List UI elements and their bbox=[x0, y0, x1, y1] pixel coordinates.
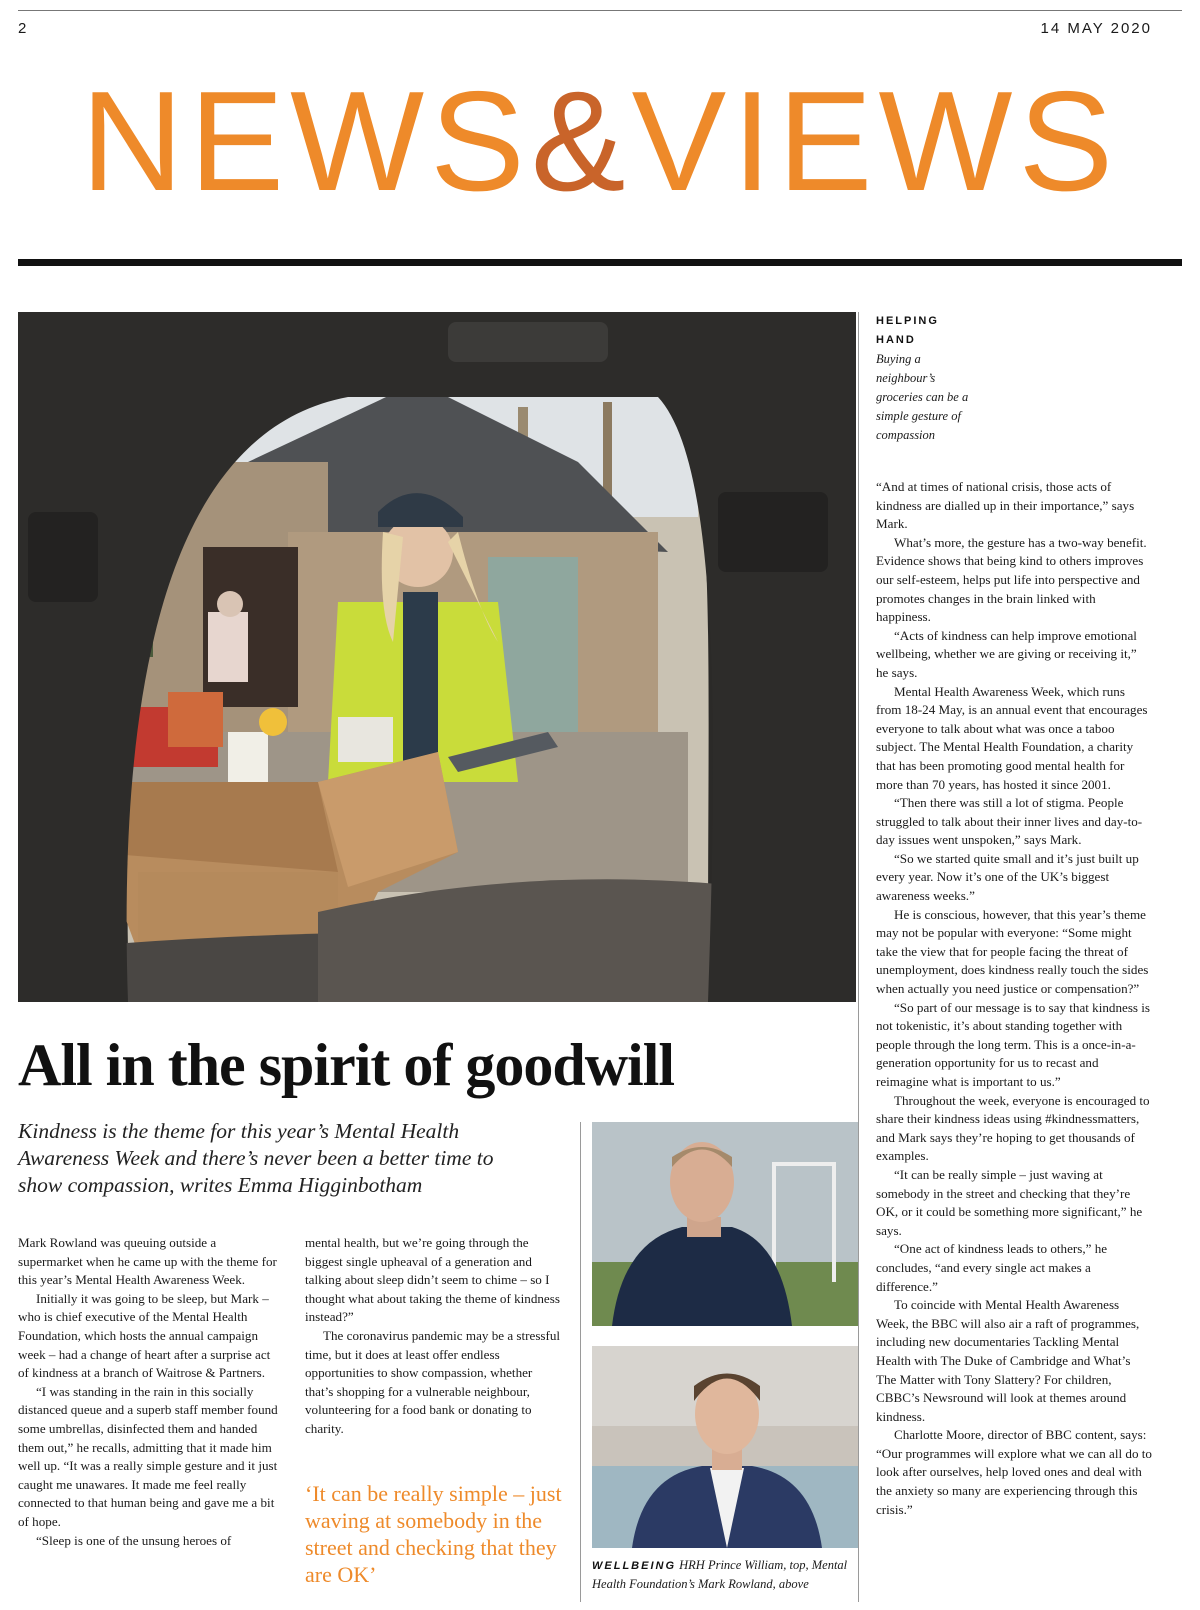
paragraph: “Then there was still a lot of stigma. People struggled to talk about their inner lives and day-to-day issues went unspoken,” says Mark. bbox=[876, 795, 1143, 848]
prince-william-photo bbox=[592, 1122, 858, 1326]
main-photo bbox=[18, 312, 856, 1002]
paragraph: Mark Rowland was queuing outside a supermarket when he came up with the theme for this year’s Mental Health Awareness Week. bbox=[18, 1235, 277, 1288]
paragraph: “Sleep is one of the unsung heroes of bbox=[36, 1532, 232, 1548]
body-column-2 bbox=[305, 1234, 561, 1439]
masthead-news: NEWS bbox=[80, 62, 531, 221]
paragraph: “And at times of national crisis, those acts of kindness are dialled up in their importance,” says Mark. bbox=[876, 479, 1135, 532]
caption-keyword: WELLBEING bbox=[592, 1560, 676, 1572]
mark-rowland-photo bbox=[592, 1346, 858, 1548]
issue-date: 14 MAY 2020 bbox=[1040, 20, 1152, 37]
paragraph: “So part of our message is to say that kindness is not tokenistic, it’s about standing together with people through the long term. This is a once-in-a-generation opportunity for us to recast and reimagine what is important to us.” bbox=[876, 999, 1151, 1089]
paragraph: “I was standing in the rain in this socially distanced queue and a superb staff member found some umbrellas, disinfected them and handed them out,” he recalls, admitting that it made him well up. “It was a really simple gesture and it just caught me unawares. It made me feel really connected to that human being and gave me a bit of hope. bbox=[18, 1383, 278, 1529]
top-rule bbox=[18, 10, 1182, 11]
paragraph: What’s more, the gesture has a two-way benefit. Evidence shows that being kind to others improves our self-esteem, helps put life into perspective and promotes changes in the brain linked with happiness. bbox=[876, 534, 1147, 625]
paragraph: “So we started quite small and it’s just built up every year. Now it’s one of the UK’s biggest awareness weeks.” bbox=[876, 850, 1139, 904]
body-column-3 bbox=[876, 478, 1152, 1519]
paragraph: “One act of kindness leads to others,” he concludes, “and every single act makes a difference.” bbox=[876, 1241, 1108, 1294]
caption-text: Buying a neighbour’s groceries can be a simple gesture of compassion bbox=[876, 352, 969, 442]
paragraph: “Acts of kindness can help improve emotional wellbeing, whether we are giving or receiving it,” he says. bbox=[876, 627, 1137, 680]
standfirst: Kindness is the theme for this year’s Mental Health Awareness Week and there’s never been a better time to show compassion, writes Emma Higginbotham bbox=[18, 1119, 494, 1197]
caption-text: HRH Prince William, top, Mental Health Foundation’s Mark Rowland, above bbox=[592, 1558, 848, 1591]
paragraph: “It can be really simple – just waving at somebody in the street and checking that they’re OK, or it could be something more significant,” he says. bbox=[876, 1166, 1143, 1238]
masthead bbox=[0, 62, 1200, 222]
paragraph: Charlotte Moore, director of BBC content, says: “Our programmes will explore what we can all do to look after ourselves, help loved ones and deal with the anxiety so many are experiencing through this crisis.” bbox=[876, 1427, 1152, 1517]
main-photo-caption bbox=[876, 312, 976, 445]
paragraph: He is conscious, however, that this year’s theme may not be popular with everyone: “Some might take the view that for people facing the threat of unemployment, does kindness really touch the sides when actually you need justice or compensation?” bbox=[876, 906, 1149, 997]
paragraph: To coincide with Mental Health Awareness Week, the BBC will also air a raft of programmes, including new documentaries Tackling Mental Health with The Duke of Cambridge and What’s The Matter with Tony Slattery? For children, CBBC’s Newsround will look at themes around kindness. bbox=[876, 1297, 1140, 1424]
paragraph: The coronavirus pandemic may be a stressful time, but it does at least offer endless opportunities to show compassion, whether that’s shopping for a vulnerable neighbour, volunteering for a food bank or donating to charity. bbox=[305, 1327, 561, 1436]
paragraph: Initially it was going to be sleep, but Mark – who is chief executive of the Mental Health Foundation, which hosts the annual campaign week – had a change of heart after a surprise act of kindness at a branch of Waitrose & Partners. bbox=[18, 1290, 271, 1381]
paragraph: Throughout the week, everyone is encouraged to share their kindness ideas using #kindnessmatters, and Mark says they’re hoping to get thousands of examples. bbox=[876, 1092, 1150, 1164]
pull-quote: ‘It can be really simple – just waving at somebody in the street and checking that they are OK’ bbox=[305, 1481, 562, 1587]
caption-keyword: HELPING HAND bbox=[876, 315, 939, 346]
column-divider-lower bbox=[580, 1122, 581, 1602]
portrait-caption bbox=[592, 1556, 860, 1593]
headline: All in the spirit of goodwill bbox=[18, 1032, 675, 1098]
masthead-ampersand: & bbox=[530, 62, 632, 221]
section-rule bbox=[18, 259, 1182, 266]
paragraph: mental health, but we’re going through the biggest single upheaval of a generation and talking about sleep didn’t seem to chime – so I thought what about taking the theme of kindness instead?” bbox=[305, 1235, 560, 1325]
page-number: 2 bbox=[18, 20, 28, 37]
body-column-1 bbox=[18, 1234, 280, 1550]
paragraph: Mental Health Awareness Week, which runs from 18-24 May, is an annual event that encourages everyone to talk about what was once a taboo subject. The Mental Health Foundation, a charity that has been promoting good mental health for more than 70 years, has hosted it since 2001. bbox=[876, 683, 1148, 792]
column-divider bbox=[858, 312, 859, 1602]
masthead-views: VIEWS bbox=[631, 62, 1120, 221]
